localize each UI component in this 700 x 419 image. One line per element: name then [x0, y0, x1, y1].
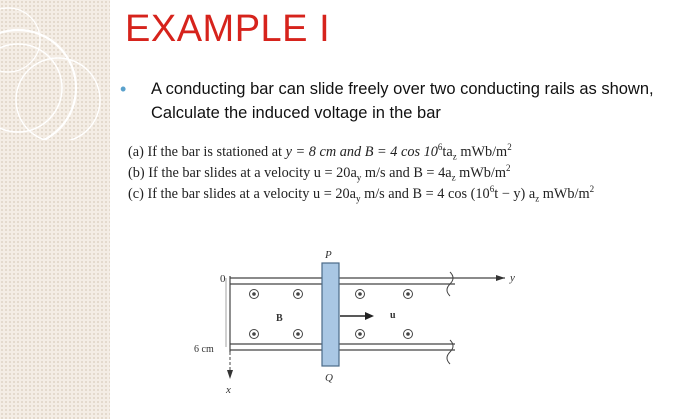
question-b: (b) If the bar slides at a velocity $u = 20a_y$ m/s and $B = 4a_z$ mWb/$m^2$: [128, 163, 511, 183]
label-p: P: [325, 249, 332, 261]
slide-title: EXAMPLE I: [125, 8, 331, 50]
label-origin: 0: [220, 273, 226, 285]
bottom-rail: [230, 340, 455, 364]
rail-diagram: [180, 248, 540, 408]
label-u: u: [390, 310, 396, 321]
decorative-circles: [0, 0, 120, 140]
bullet-text: A conducting bar can slide freely over two conducting rails as shown, Calculate the induced voltage in the bar: [151, 80, 654, 122]
question-c: (c) If the bar slides at a velocity $u = 20a_y$ m/s and B = 4 $\cos (10^6t - y)$ $a_z$ mWb/$m^2$: [128, 184, 595, 204]
velocity-arrow: [340, 312, 374, 320]
x-axis: [227, 276, 233, 379]
bullet-dot-icon: •: [120, 79, 127, 99]
label-x: x: [226, 384, 231, 396]
label-y: y: [510, 272, 515, 284]
label-6cm: 6 cm: [194, 344, 214, 355]
question-a: (a) If the bar is stationed at y = 8 cm and B = 4 $\cos 10^6ta_z$ mWb/$m^2$: [128, 142, 512, 162]
y-axis: [460, 275, 505, 281]
top-rail: [230, 272, 505, 296]
bullet-item: [120, 77, 680, 125]
label-b: B: [276, 313, 283, 324]
label-q: Q: [325, 372, 333, 384]
sliding-bar: [322, 263, 339, 366]
